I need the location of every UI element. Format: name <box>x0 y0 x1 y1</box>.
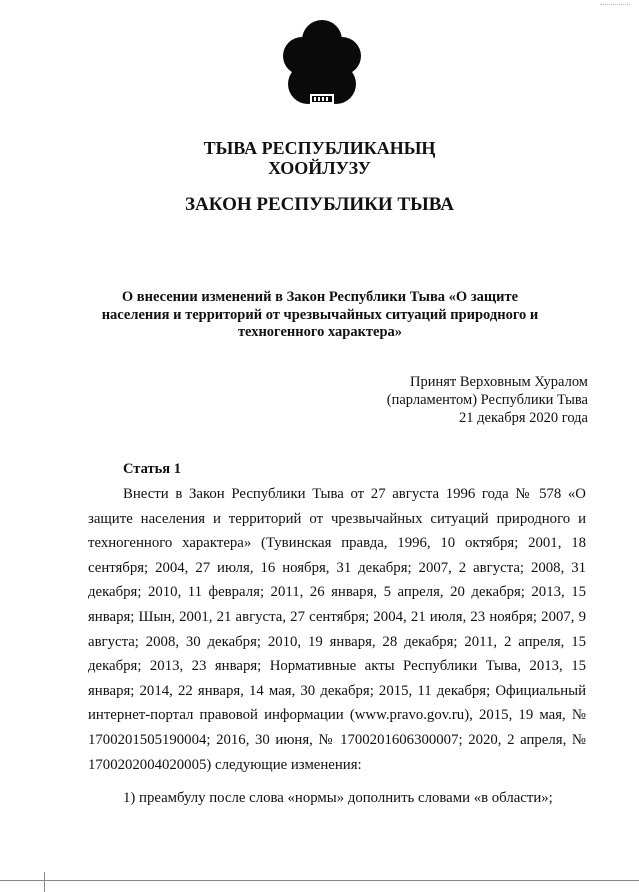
header-line-2: ХООЙЛУЗУ <box>268 158 371 178</box>
adoption-block <box>387 373 588 427</box>
adoption-line-2: (парламентом) Республики Тыва <box>386 392 588 408</box>
page-bottom-tick <box>44 872 45 892</box>
article-heading: Статья 1 <box>123 461 181 477</box>
article-item-1: 1) преамбулу после слова «нормы» дополнить словами «в области»; <box>123 790 553 806</box>
law-subject: О внесении изменений в Закон Республики Тыва «О защите населения и территорий от чрезвычайных ситуаций природного и техногенного характера» <box>101 289 539 340</box>
document-title: ЗАКОН РЕСПУБЛИКИ ТЫВА <box>185 194 454 215</box>
adoption-line-1: Принят Верховным Хуралом <box>410 374 588 390</box>
page-bottom-rule <box>0 880 639 881</box>
emblem-icon <box>282 16 362 120</box>
header-line-1: ТЫВА РЕСПУБЛИКАНЫҢ <box>203 138 436 158</box>
article-paragraph: Внести в Закон Республики Тыва от 27 августа 1996 года № 578 «О защите населения и территорий от чрезвычайных ситуаций природного и техногенного характера» (Тувинская правда, 1996, 10 октября; 2001, 18 сентября; 2004, 27 июля, 16 ноября, 31 декабря; 2007, 2 августа; 2008, 31 декабря; 2010, 11 февраля; 2011, 26 января, 5 апреля, 20 декабря; 2013, 15 января; Шын, 2001, 21 августа, 27 сентября; 2004, 21 июля, 23 ноября; 2007, 9 августа; 2008, 30 декабря; 2010, 19 января, 28 декабря; 2011, 2 апреля, 15 декабря; 2013, 23 января; Нормативные акты Республики Тыва, 2013, 15 января; 2014, 22 января, 14 мая, 30 декабря; 2015, 11 декабря; Официальный интернет-портал правовой информации (www.pravo.gov.ru), 2015, 19 мая, № 1700201505190004; 2016, 30 июня, № 1700201606300007; 2020, 2 апреля, № 1700202004020005) следующие изменения: <box>88 486 586 773</box>
adoption-date: 21 декабря 2020 года <box>459 410 588 426</box>
scan-mark <box>600 4 630 9</box>
